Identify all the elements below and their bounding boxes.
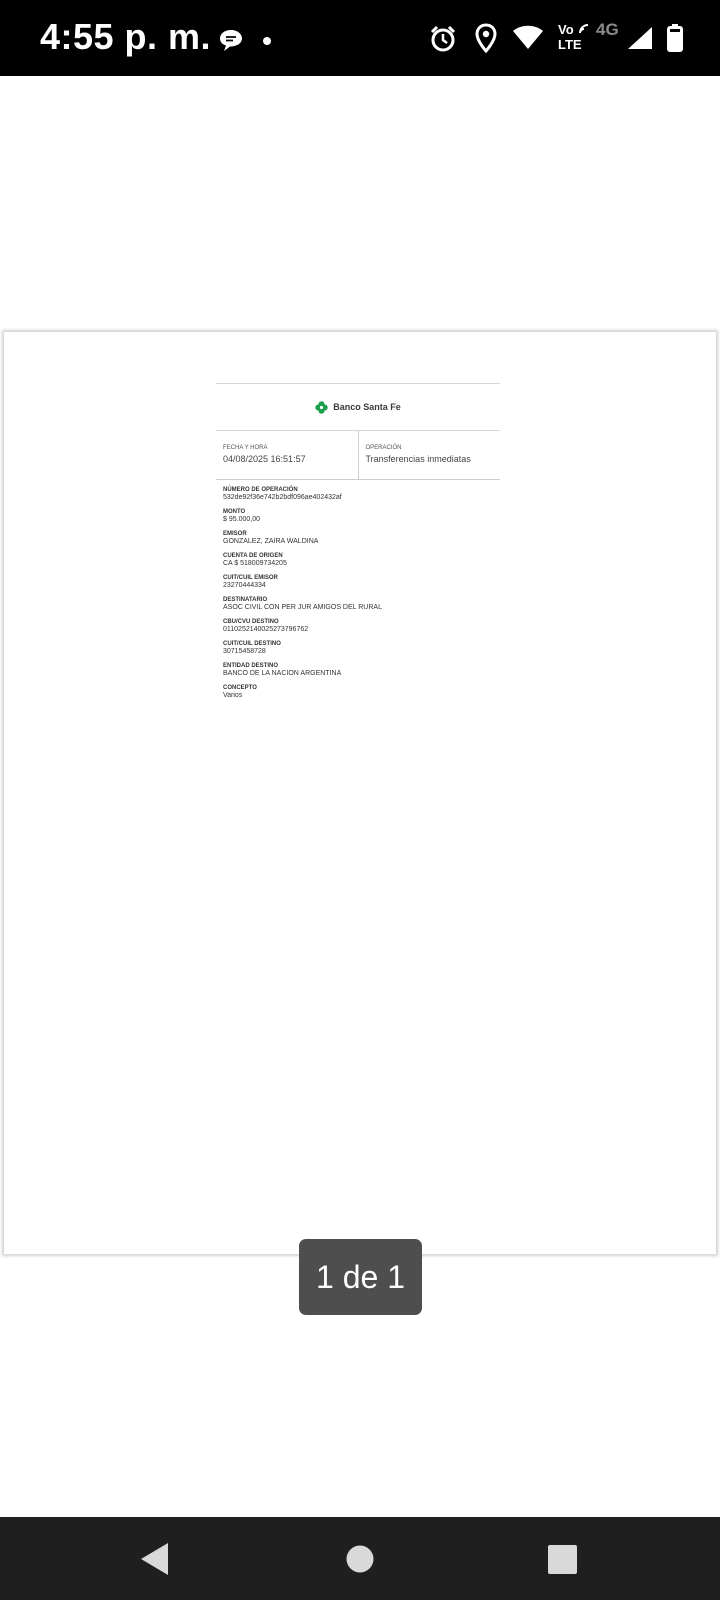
field-cuit-emisor xyxy=(223,575,500,589)
field-numero-operacion xyxy=(223,487,500,501)
field-value: BANCO DE LA NACION ARGENTINA xyxy=(223,670,342,677)
field-cuenta-origen xyxy=(223,553,500,567)
volte-icon: Vo LTE xyxy=(558,23,590,53)
operacion-cell xyxy=(358,431,501,479)
recents-icon[interactable] xyxy=(548,1545,577,1574)
field-monto xyxy=(223,509,500,523)
operacion-label: OPERACIÓN xyxy=(365,445,402,451)
field-label: CUIT/CUIL DESTINO xyxy=(223,641,281,647)
operacion-value: Transferencias inmediatas xyxy=(365,454,471,464)
fecha-value: 04/08/2025 16:51:57 xyxy=(223,454,306,464)
alarm-icon xyxy=(429,25,457,53)
status-time: 4:55 p. m. xyxy=(40,16,212,57)
field-label: CONCEPTO xyxy=(223,685,257,691)
battery-icon xyxy=(667,24,683,52)
chat-bubble-icon xyxy=(218,28,244,52)
receipt-header-grid xyxy=(216,431,500,480)
back-icon[interactable] xyxy=(140,1542,170,1576)
fecha-label: FECHA Y HORA xyxy=(223,445,268,451)
field-emisor xyxy=(223,531,500,545)
field-concepto xyxy=(223,685,500,699)
field-destinatario xyxy=(223,597,500,611)
bank-name: Banco Santa Fe xyxy=(333,402,401,412)
field-value: 23270444334 xyxy=(223,582,266,589)
field-cbu-destino xyxy=(223,619,500,633)
page-counter: 1 de 1 xyxy=(299,1239,422,1315)
field-value: 30715458728 xyxy=(223,648,266,655)
field-label: ENTIDAD DESTINO xyxy=(223,663,279,669)
field-value: GONZALEZ, ZAIRA WALDINA xyxy=(223,538,319,545)
field-value: 0110252140025273796762 xyxy=(223,626,309,633)
field-label: CUIT/CUIL EMISOR xyxy=(223,575,278,581)
location-icon xyxy=(475,23,497,53)
field-value: CA $ 518009734205 xyxy=(223,560,287,567)
network-type-label: 4G xyxy=(596,20,619,39)
field-value: Varios xyxy=(223,692,243,699)
dot-icon xyxy=(262,36,272,46)
signal-icon xyxy=(627,26,653,50)
field-label: EMISOR xyxy=(223,531,247,537)
field-cuit-destino xyxy=(223,641,500,655)
receipt-fields xyxy=(216,480,500,699)
bank-logo-icon xyxy=(315,401,328,414)
field-label: DESTINATARIO xyxy=(223,597,268,603)
field-value: 532de92f36e742b2bdf096ae402432af xyxy=(223,494,342,501)
wifi-icon xyxy=(512,24,544,50)
field-label: CBU/CVU DESTINO xyxy=(223,619,279,625)
field-value: $ 95.000,00 xyxy=(223,516,260,523)
transfer-receipt xyxy=(216,383,500,707)
home-icon[interactable] xyxy=(346,1545,374,1573)
status-bar xyxy=(0,0,720,76)
field-label: NÚMERO DE OPERACIÓN xyxy=(223,487,298,493)
field-label: CUENTA DE ORIGEN xyxy=(223,553,283,559)
navigation-bar xyxy=(0,1517,720,1600)
fecha-cell xyxy=(216,431,358,479)
bank-logo xyxy=(216,384,500,430)
field-label: MONTO xyxy=(223,509,246,515)
field-value: ASOC CIVIL CON PER JUR AMIGOS DEL RURAL xyxy=(223,604,382,611)
field-entidad-destino xyxy=(223,663,500,677)
